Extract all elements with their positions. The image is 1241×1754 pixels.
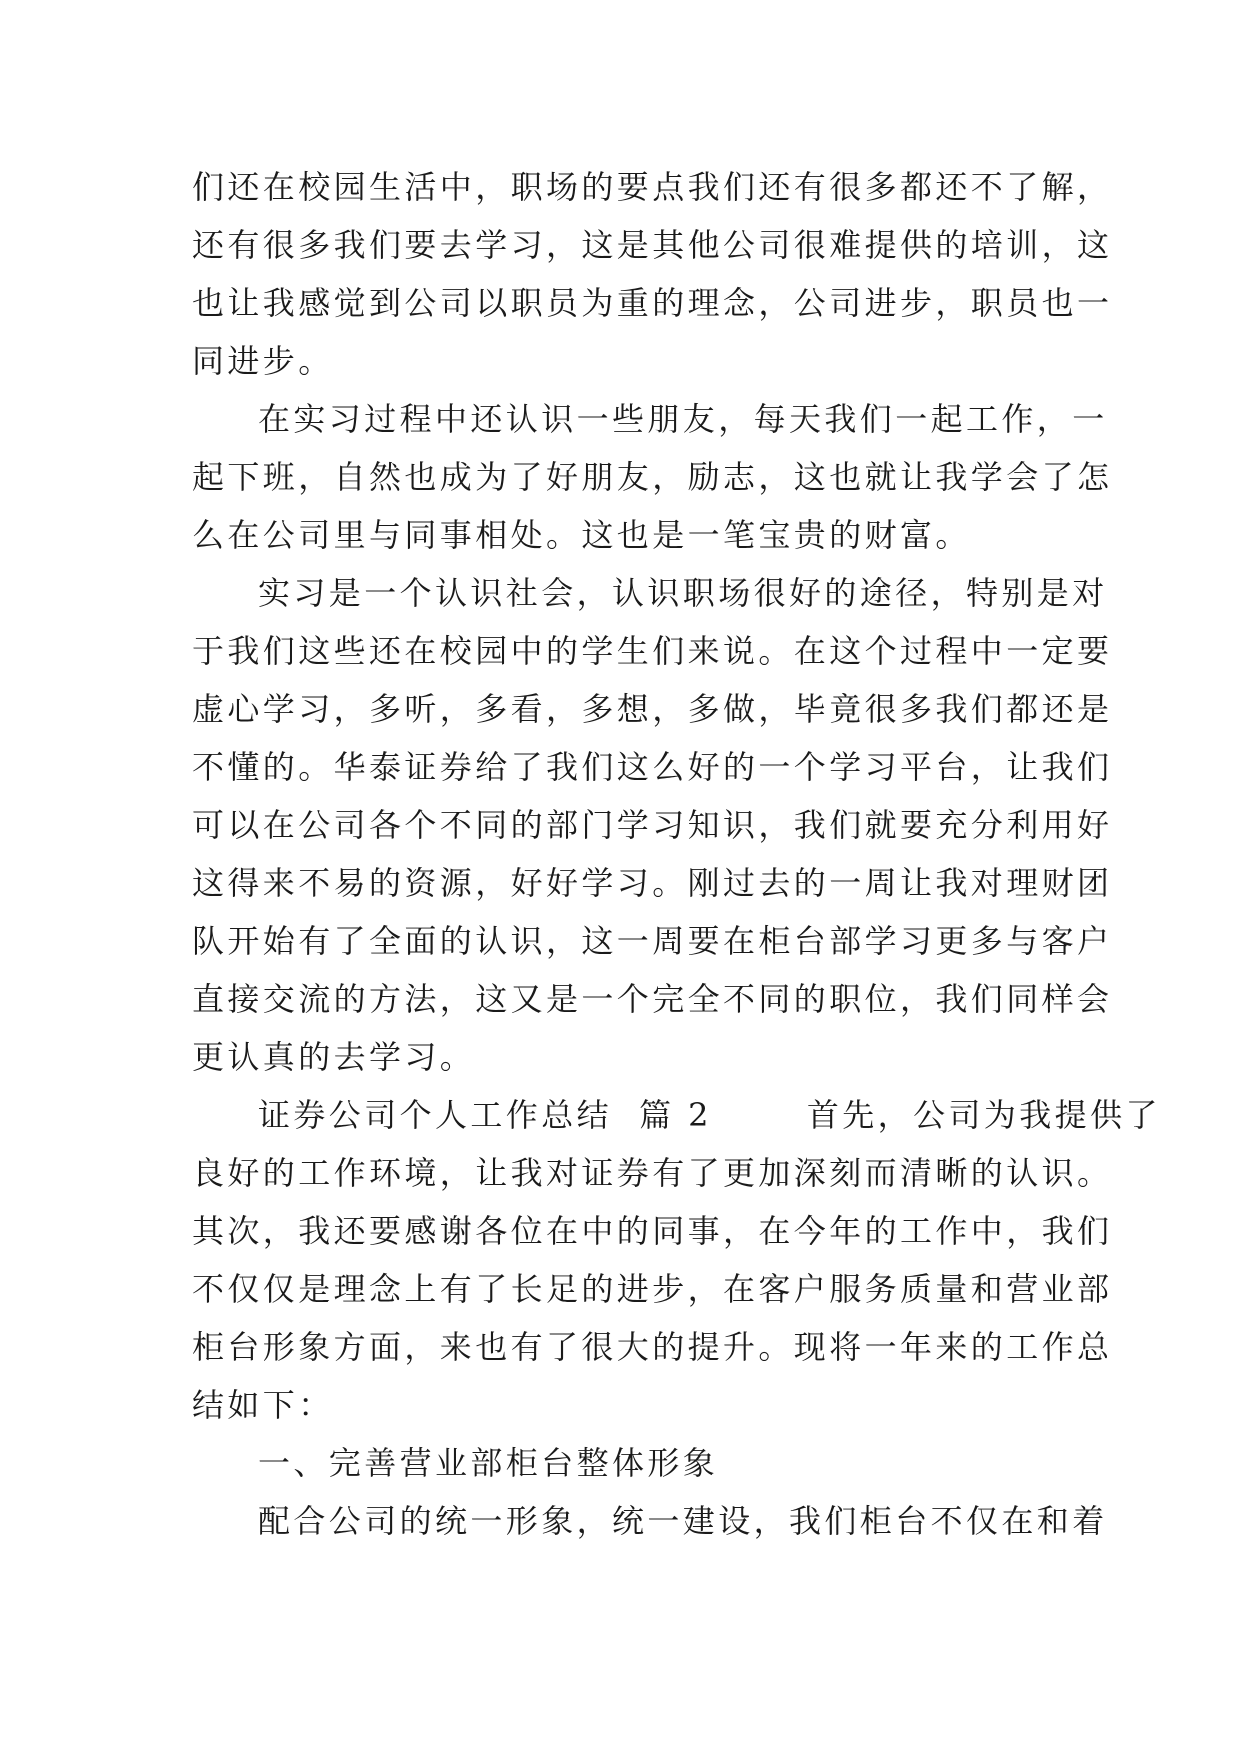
text-line: 么在公司里与同事相处。这也是一笔宝贵的财富。: [192, 516, 971, 554]
text-line: 起下班，自然也成为了好朋友，励志，这也就让我学会了怎: [192, 458, 1113, 496]
text-line: 同进步。: [192, 342, 334, 380]
text-line: 队开始有了全面的认识，这一周要在柜台部学习更多与客户: [192, 922, 1113, 960]
paragraph-first-line: 在实习过程中还认识一些朋友，每天我们一起工作，一: [258, 400, 1108, 438]
text-line: 不仅仅是理念上有了长足的进步，在客户服务质量和营业部: [192, 1270, 1113, 1308]
text-line: 结如下：: [192, 1386, 334, 1424]
text-line: 其次，我还要感谢各位在中的同事，在今年的工作中，我们: [192, 1212, 1113, 1250]
text-line: 可以在公司各个不同的部门学习知识，我们就要充分利用好: [192, 806, 1113, 844]
text-line: 还有很多我们要去学习，这是其他公司很难提供的培训，这: [192, 226, 1113, 264]
text-line: 良好的工作环境，让我对证券有了更加深刻而清晰的认识。: [192, 1154, 1113, 1192]
text-line: 虚心学习，多听，多看，多想，多做，毕竟很多我们都还是: [192, 690, 1113, 728]
text-line: 直接交流的方法，这又是一个完全不同的职位，我们同样会: [192, 980, 1113, 1018]
text-line: 这得来不易的资源，好好学习。刚过去的一周让我对理财团: [192, 864, 1113, 902]
document-body: [192, 158, 1161, 1550]
section-title-line: 证券公司个人工作总结 篇 2 首先，公司为我提供了: [258, 1096, 1161, 1134]
text-line: 于我们这些还在校园中的学生们来说。在这个过程中一定要: [192, 632, 1113, 670]
paragraph-first-line: 配合公司的统一形象，统一建设，我们柜台不仅在和着: [258, 1502, 1108, 1540]
subheading-line: 一、完善营业部柜台整体形象: [258, 1444, 719, 1482]
text-line: 也让我感觉到公司以职员为重的理念，公司进步，职员也一: [192, 284, 1113, 322]
text-line: 不懂的。华泰证券给了我们这么好的一个学习平台，让我们: [192, 748, 1113, 786]
text-line: 更认真的去学习。: [192, 1038, 476, 1076]
text-line: 们还在校园生活中，职场的要点我们还有很多都还不了解，: [192, 168, 1113, 206]
paragraph-first-line: 实习是一个认识社会，认识职场很好的途径，特别是对: [258, 574, 1108, 612]
text-line: 柜台形象方面，来也有了很大的提升。现将一年来的工作总: [192, 1328, 1113, 1366]
